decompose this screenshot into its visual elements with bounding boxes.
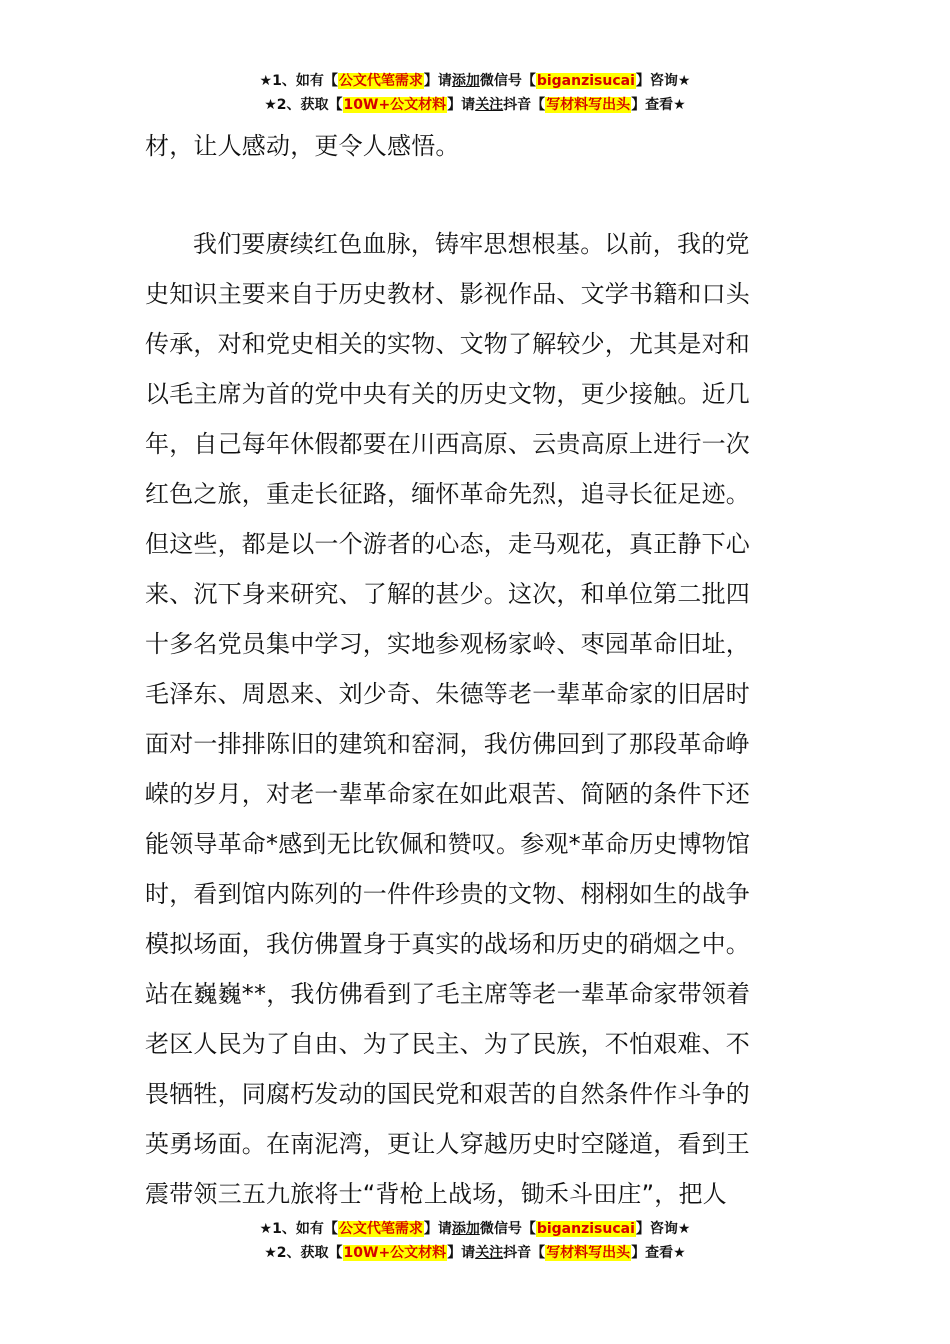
banner-text: 】请 <box>423 73 452 89</box>
banner-line-2 <box>0 93 950 117</box>
text-line: 嵘的岁月，对老一辈革命家在如此艰苦、简陋的条件下还 <box>145 780 750 808</box>
banner-underlined-text: 添加 <box>451 1221 480 1237</box>
banner-text: 微信号【 <box>479 73 536 89</box>
highlight-wechat-id: biganzisucai <box>536 1221 635 1237</box>
text-line: 但这些，都是以一个游者的心态，走马观花，真正静下心 <box>145 530 750 558</box>
text-line: 毛泽东、周恩来、刘少奇、朱德等老一辈革命家的旧居时 <box>145 680 750 708</box>
banner-underlined-text: 关注 <box>475 97 504 113</box>
header-banner <box>0 69 950 117</box>
banner-text: 】请 <box>447 97 476 113</box>
banner-text: 】请 <box>423 1221 452 1237</box>
highlight-douyin-account: 写材料写出头 <box>546 97 631 113</box>
banner-text: 】查看★ <box>631 1245 686 1261</box>
banner-text: ★1、如有【 <box>259 1221 338 1237</box>
banner-text: 】咨询★ <box>635 1221 691 1237</box>
text-line: 十多名党员集中学习，实地参观杨家岭、枣园革命旧址， <box>145 630 750 658</box>
banner-underlined-text: 添加 <box>451 73 480 89</box>
text-line: 震带领三五九旅将士“背枪上战场，锄禾斗田庄”，把人 <box>145 1180 727 1208</box>
text-line: 畏牺牲，同腐朽发动的国民党和艰苦的自然条件作斗争的 <box>145 1080 750 1108</box>
banner-text: 微信号【 <box>479 1221 536 1237</box>
highlight-service: 公文代笔需求 <box>338 73 423 89</box>
banner-text: 抖音【 <box>503 1245 546 1261</box>
banner-text: 抖音【 <box>503 97 546 113</box>
text-line: 面对一排排陈旧的建筑和窑洞，我仿佛回到了那段革命峥 <box>145 730 750 758</box>
footer-banner <box>0 1217 950 1265</box>
text-line: 以毛主席为首的党中央有关的历史文物，更少接触。近几 <box>145 380 750 408</box>
text-line: 年，自己每年休假都要在川西高原、云贵高原上进行一次 <box>145 430 750 458</box>
continued-text <box>145 121 807 171</box>
text-line: 英勇场面。在南泥湾，更让人穿越历史时空隧道，看到王 <box>145 1130 750 1158</box>
text-line: 材，让人感动，更令人感悟。 <box>145 132 460 160</box>
highlight-materials: 10W+公文材料 <box>343 1245 447 1261</box>
text-line: 我们要赓续红色血脉，铸牢思想根基。以前，我的党 <box>193 230 750 258</box>
banner-line-2 <box>0 1241 950 1265</box>
highlight-service: 公文代笔需求 <box>338 1221 423 1237</box>
banner-text: 】咨询★ <box>635 73 691 89</box>
banner-text: 】查看★ <box>631 97 686 113</box>
banner-line-1 <box>0 69 950 93</box>
banner-line-1 <box>0 1217 950 1241</box>
highlight-materials: 10W+公文材料 <box>343 97 447 113</box>
banner-text: ★1、如有【 <box>259 73 338 89</box>
text-line: 红色之旅，重走长征路，缅怀革命先烈，追寻长征足迹。 <box>145 480 750 508</box>
highlight-douyin-account: 写材料写出头 <box>546 1245 631 1261</box>
text-line: 站在巍巍**，我仿佛看到了毛主席等老一辈革命家带领着 <box>145 980 751 1008</box>
body-paragraph <box>145 219 807 1219</box>
text-line: 来、沉下身来研究、了解的甚少。这次，和单位第二批四 <box>145 580 750 608</box>
text-line: 时，看到馆内陈列的一件件珍贵的文物、栩栩如生的战争 <box>145 880 750 908</box>
banner-underlined-text: 关注 <box>475 1245 504 1261</box>
text-line: 传承，对和党史相关的实物、文物了解较少，尤其是对和 <box>145 330 750 358</box>
banner-text: 】请 <box>447 1245 476 1261</box>
text-line: 模拟场面，我仿佛置身于真实的战场和历史的硝烟之中。 <box>145 930 750 958</box>
banner-text: ★2、获取【 <box>264 1245 343 1261</box>
highlight-wechat-id: biganzisucai <box>536 73 635 89</box>
text-line: 老区人民为了自由、为了民主、为了民族，不怕艰难、不 <box>145 1030 750 1058</box>
text-line: 能领导革命*感到无比钦佩和赞叹。参观*革命历史博物馆 <box>145 830 751 858</box>
banner-text: ★2、获取【 <box>264 97 343 113</box>
text-line: 史知识主要来自于历史教材、影视作品、文学书籍和口头 <box>145 280 750 308</box>
